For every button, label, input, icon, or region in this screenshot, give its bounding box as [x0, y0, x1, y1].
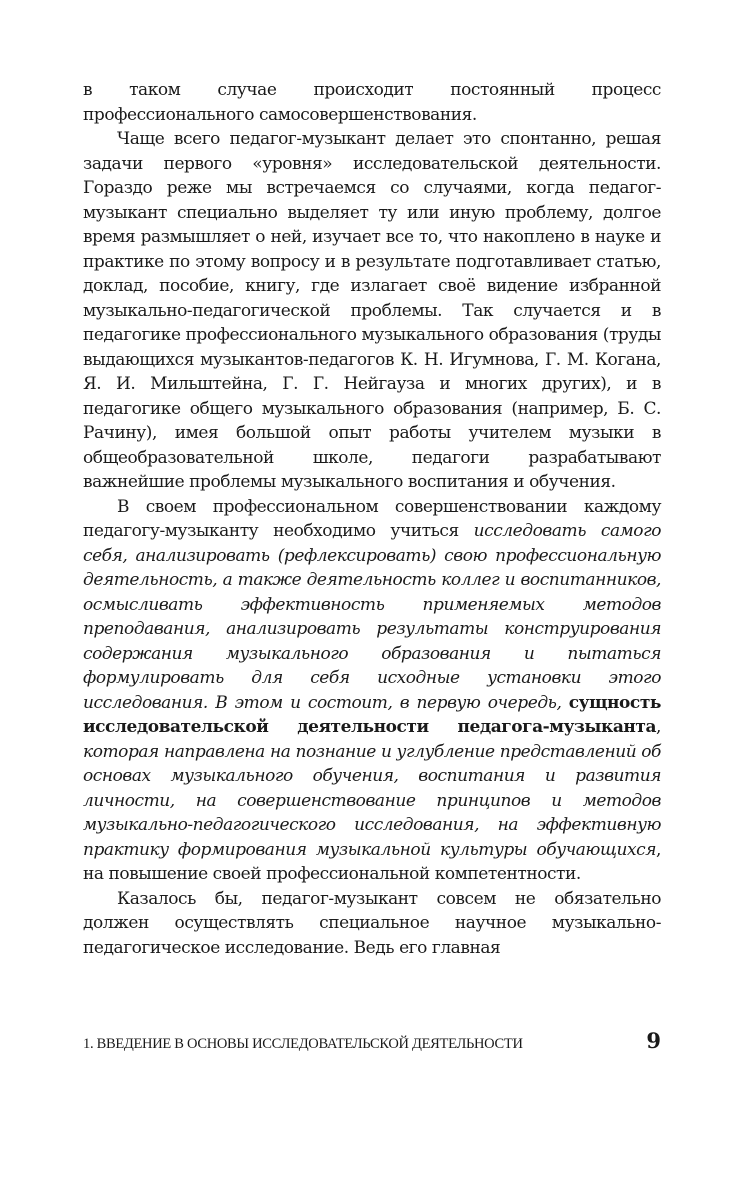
paragraph-2: Чаще всего педагог-музыкант делает это спонтанно, решая задачи первого «уровня» исследовательской деятельности. Гораздо реже мы встречаемся со случаями, когда педагог-музыкант специально выделяет ту или иную проблему, долгое время размышляет о ней, изучает все то, что накоплено в науке и практике по этому вопросу и в результате подготавливает статью, доклад, пособие, книгу, где излагает своё видение избранной музыкально-педагогической проблемы. Так случается и в педагогике профессионального музыкального образования (труды выдающихся музыкантов-педагогов К. Н. Игумнова, Г. М. Когана, Я. И. Мильштейна, Г. Г. Нейгауза и многих других), и в педагогике общего музыкального образования (например, Б. С. Рачину), имея большой опыт работы учителем музыки в общеобразовательной школе, педагоги разрабатывают важнейшие проблемы музыкального воспитания и обучения. — [83, 129, 661, 492]
paragraph-3-text-2: , — [656, 717, 661, 737]
paragraph-3 — [83, 495, 661, 887]
paragraph-3-text-1: В своем профессиональном совершенствовании каждому педагогу-музыканту необходимо учиться — [83, 496, 661, 541]
page-body — [83, 78, 661, 960]
paragraph-3-bold-term: сущность исследовательской деятельности педагога-музыканта — [83, 692, 661, 737]
page-number: 9 — [646, 1028, 661, 1053]
paragraph-4: Казалось бы, педагог-музыкант совсем не обязательно должен осуществлять специальное научное музыкально-педагогическое исследование. Ведь его главная — [83, 888, 661, 958]
running-head: 1. ВВЕДЕНИЕ В ОСНОВЫ ИССЛЕДОВАТЕЛЬСКОЙ ДЕЯТЕЛЬНОСТИ — [83, 1036, 523, 1052]
paragraph-1: в таком случае происходит постоянный процесс профессионального самосовершенствования. — [83, 80, 661, 125]
paragraph-3-italic-1: исследовать самого себя, анализировать (рефлексировать) свою профессиональную деятельность, а также деятельность коллег и воспитанников, осмысливать эффективность применяемых методов преподавания, анализировать результаты конструирования содержания музыкального образования и пытаться формулировать для себя исходные установки этого исследования. В этом и состоит, в первую очередь, — [83, 521, 661, 713]
paragraph-3-italic-2: которая направлена на познание и углубление представлений об основах музыкального обучения, воспитания и развития личности, на совершенствование принципов и методов музыкально-педагогического исследования, на эффективную практику формирования музыкальной культуры обучающихся — [83, 741, 661, 860]
body-text — [83, 78, 661, 960]
page-footer — [83, 1028, 661, 1058]
paragraph-3-text-3: , на повышение своей профессиональной компетентности. — [83, 839, 661, 884]
